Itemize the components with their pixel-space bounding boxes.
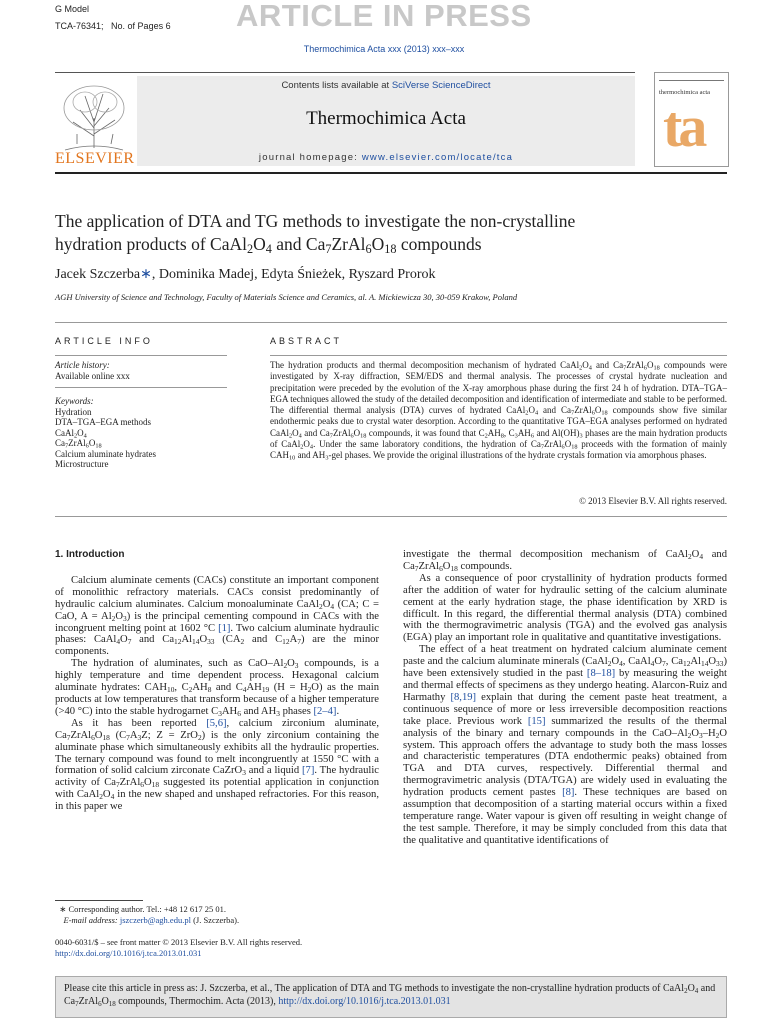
contents-prefix: Contents lists available at: [281, 80, 392, 91]
abstract-text: The hydration products and thermal decomposition mechanism of hydrated $CaAl_2O_4$ and $Ca_7ZrAl_6O_{18}$ compounds were investigated by X-ray diffraction, SEM/EDS and thermal analysis. The processes of crystal hydrate nucleation and precipitation were preceded by the evolution of the X-ray amorphous phase during the first 24 h of hydration. DTA–TGA–EGA techniques allowed the study of the detailed decomposition and identification of intermediate and stable to be performed. The differential thermal analysis (DTA) curves of hydrated $CaAl_2O_4$ and $Ca_7ZrAl_6O_{18}$ compounds show five similar endothermic peaks due to crystal water desorption. According to the quantitative TGA–EGA analyses performed on hydrated $CaAl_2O_4$ and $Ca_7ZrAl_6O_{18}$ compounds, it was found that $C_2AH_8$, $C_3AH_6$ and $Al(OH)_3$ phases are the main hydration products of $CaAl_2O_4$. Under the same laboratory conditions, the hydration of $Ca_7ZrAl_6O_{18}$ proceeds with the formation of mainly $CAH_{10}$ and $AH_3$-gel phases. We provide the original illustrations of the hydrate crystals formation via amorphous phases.: [270, 360, 728, 462]
abstract-label: ABSTRACT: [270, 336, 343, 346]
article-id: [55, 20, 171, 32]
journal-homepage: [137, 152, 635, 163]
author-szczerba[interactable]: Jacek Szczerba: [55, 267, 141, 282]
keywords-rule: [55, 387, 227, 388]
paragraph: As a consequence of poor crystallinity of hydration products formed after the addition of water for hydraulic setting of the calcium aluminate cement at the early hydration stage, the phase identification by XRD is difficult. In this regard, the differential thermal analysis (DTA) combined with the thermogravimetric analysis (TGA) and the evolved gas analysis (EGA) play an important role in qualitative and quantitative investigations.: [403, 572, 727, 644]
paragraph: As it has been reported [5,6], calcium zirconium aluminate, $Ca_7ZrAl_6O_{18}$ ($C_7A_3Z$; Z = ZrO$_2$) is the only zirconium containing the aluminate phase which simultaneously exhibits all the hydraulic properties. The ternary compound was found to melt incongruently at 1550 °C with a formation of solid calcium zirconate CaZrO$_3$ and a liquid [7]. The hydraulic activity of $Ca_7ZrAl_6O_{18}$ suggested its potential application in conjunction with $CaAl_2O_4$ in the new shaped and unshaped refractories. For this reason, in this paper we: [55, 717, 379, 813]
doi-link[interactable]: http://dx.doi.org/10.1016/j.tca.2013.01.031: [55, 948, 202, 958]
other-authors: , Dominika Madej, Edyta Śnieżek, Ryszard Prorok: [151, 267, 436, 282]
article-history: [55, 360, 130, 381]
issn-line: 0040-6031/$ – see front matter © 2013 Elsevier B.V. All rights reserved.: [55, 937, 303, 947]
top-rule: [55, 72, 635, 73]
abstract-bottom-rule: [55, 516, 727, 517]
copyright: © 2013 Elsevier B.V. All rights reserved.: [579, 496, 727, 506]
article-id-text: TCA-76341;: [55, 21, 104, 31]
author-list: [55, 266, 436, 283]
email-link[interactable]: jszczerb@agh.edu.pl: [119, 915, 191, 925]
journal-title[interactable]: Thermochimica Acta: [306, 108, 466, 129]
keywords-block: [55, 396, 156, 470]
history-value: Available online xxx: [55, 370, 130, 381]
paragraph: The effect of a heat treatment on hydrated calcium aluminate cement paste and the calcium aluminate minerals ($CaAl_2O_4$, $CaAl_4O_7$, $Ca_{12}Al_{14}O_{33}$) have been extensively studied in the past [8–18] by measuring the weight and thermal effects of specimens as they undergo heating. Alarcon-Ruiz and Harmathy [8,19] explain that during the cement paste heat treatment, a continuous sequence of more or less irreversible decomposition reactions take place. Previous work [15] summarized the results of the thermal analysis of the binary and ternary compounds in the CaO–$Al_2O_3-H_2O$ system. This approach offers the advantage to study both the mass losses and characteristic temperatures (DTA endothermic peaks) obtained from TGA and DTA curves, respectively. Differential thermal and thermogravimetric analysis (DTA/TGA) are widely used in evaluating the hydration products cement pastes [8]. These techniques are based on assumption that decomposition of a starting material occurs within a fixed temperature range. Water vapour is given off resulting in weight change of the test sample. Therefore, it may be simply concluded from this data that the qualitative and quantitative identifications of: [403, 644, 727, 846]
info-top-rule: [55, 322, 727, 323]
article-title: [55, 210, 727, 256]
front-matter: [55, 937, 302, 959]
keyword: Microstructure: [55, 459, 109, 469]
page-count: No. of Pages 6: [111, 21, 171, 31]
footnote: [55, 904, 385, 926]
title-part-c: compounds: [396, 234, 482, 254]
cover-rule: [659, 80, 724, 81]
affiliation: AGH University of Science and Technology, Faculty of Materials Science and Ceramics, al. A. Mickiewicza 30, 30-059 Krakow, Poland: [55, 292, 518, 302]
history-label: Article history:: [55, 360, 110, 370]
citation-box: Please cite this article in press as: J. Szczerba, et al., The application of DTA and TG methods to investigate the non-crystalline hydration products of $CaAl_2O_4$ and $Ca_7ZrAl_6O_{18}$ compounds, Thermochim. Acta (2013), http://dx.doi.org/10.1016/j.tca.2013.01.031: [55, 976, 727, 1018]
footnote-rule: [55, 900, 143, 901]
corresponding-author: ∗ Corresponding author. Tel.: +48 12 617 25 01.: [59, 904, 227, 914]
section-heading: 1. Introduction: [55, 549, 125, 560]
header-divider: [55, 172, 727, 174]
journal-reference[interactable]: Thermochimica Acta xxx (2013) xxx–xxx: [303, 44, 465, 54]
article-info-label: ARTICLE INFO: [55, 336, 153, 346]
article-in-press-banner: ARTICLE IN PRESS: [236, 0, 532, 33]
title-line-1: The application of DTA and TG methods to investigate the non-crystalline: [55, 211, 576, 231]
gmodel-label: G Model: [55, 4, 90, 14]
title-part-a: hydration products of CaAl: [55, 234, 247, 254]
intro-left-column: [55, 549, 379, 813]
keyword-formula: $Ca_7ZrAl_6O_{18}$: [55, 438, 102, 450]
elsevier-wordmark[interactable]: ELSEVIER: [55, 150, 135, 167]
keyword: Calcium aluminate hydrates: [55, 448, 156, 459]
keyword: DTA–TGA–EGA methods: [55, 417, 152, 427]
journal-cover-thumbnail[interactable]: [654, 72, 729, 167]
title-part-b: and Ca: [271, 234, 326, 254]
sciencedirect-link[interactable]: SciVerse ScienceDirect: [391, 80, 491, 91]
paragraph: Calcium aluminate cements (CACs) constitute an important component of monolithic refractory materials. CACs consist predominantly of hydraulic calcium aluminates. Calcium monoaluminate $CaAl_2O_4$ (CA; C = CaO, $A = Al_2O_3$) is the principal cementing compound in CACs with the incongruent melting point at 1602 °C [1]. Two calcium aluminate hydraulic phases: $CaAl_4O_7$ and $Ca_{12}Al_{14}O_{33}$ ($CA_2$ and $C_{12}A_7$) are the minor components.: [55, 574, 379, 658]
abstract-rule: [270, 355, 727, 356]
keywords-label: Keywords:: [55, 396, 94, 406]
homepage-prefix: journal homepage:: [258, 152, 362, 163]
homepage-link[interactable]: www.elsevier.com/locate/tca: [361, 152, 514, 163]
email-suffix: (J. Szczerba).: [190, 915, 240, 925]
citation-doi-link[interactable]: http://dx.doi.org/10.1016/j.tca.2013.01.031: [278, 996, 451, 1007]
cover-ta-mark: ta: [663, 94, 704, 159]
contents-line: [137, 80, 635, 91]
title-line-2: hydration products of $CaAl_2O_4$ and $Ca_7ZrAl_6O_{18}$ compounds: [55, 234, 482, 257]
paragraph: The hydration of aluminates, such as CaO–$Al_2O_3$ compounds, is a highly temperature and time dependent process. Hexagonal calcium aluminate hydrates: $CAH_{10}$, $C_2AH_8$ and $C_4AH_{19}$ $(H = H_2O)$ as the main products at low temperatures that transform because of a higher temperature (>40 °C) into the stable hydrogarnet $C_3AH_6$ and $AH_3$ phases [2–4].: [55, 658, 379, 718]
cover-title: thermochimica acta: [659, 89, 711, 96]
corresponding-mark[interactable]: ∗: [140, 267, 152, 282]
paragraph: investigate the thermal decomposition mechanism of $CaAl_2O_4$ and $Ca_7ZrAl_6O_{18}$ compounds.: [403, 549, 727, 573]
keyword: Hydration: [55, 406, 92, 417]
email-label: E-mail address:: [63, 915, 120, 925]
info-rule: [55, 355, 227, 356]
keyword-formula: $CaAl_2O_4$: [55, 427, 87, 440]
intro-right-column: [403, 549, 727, 847]
